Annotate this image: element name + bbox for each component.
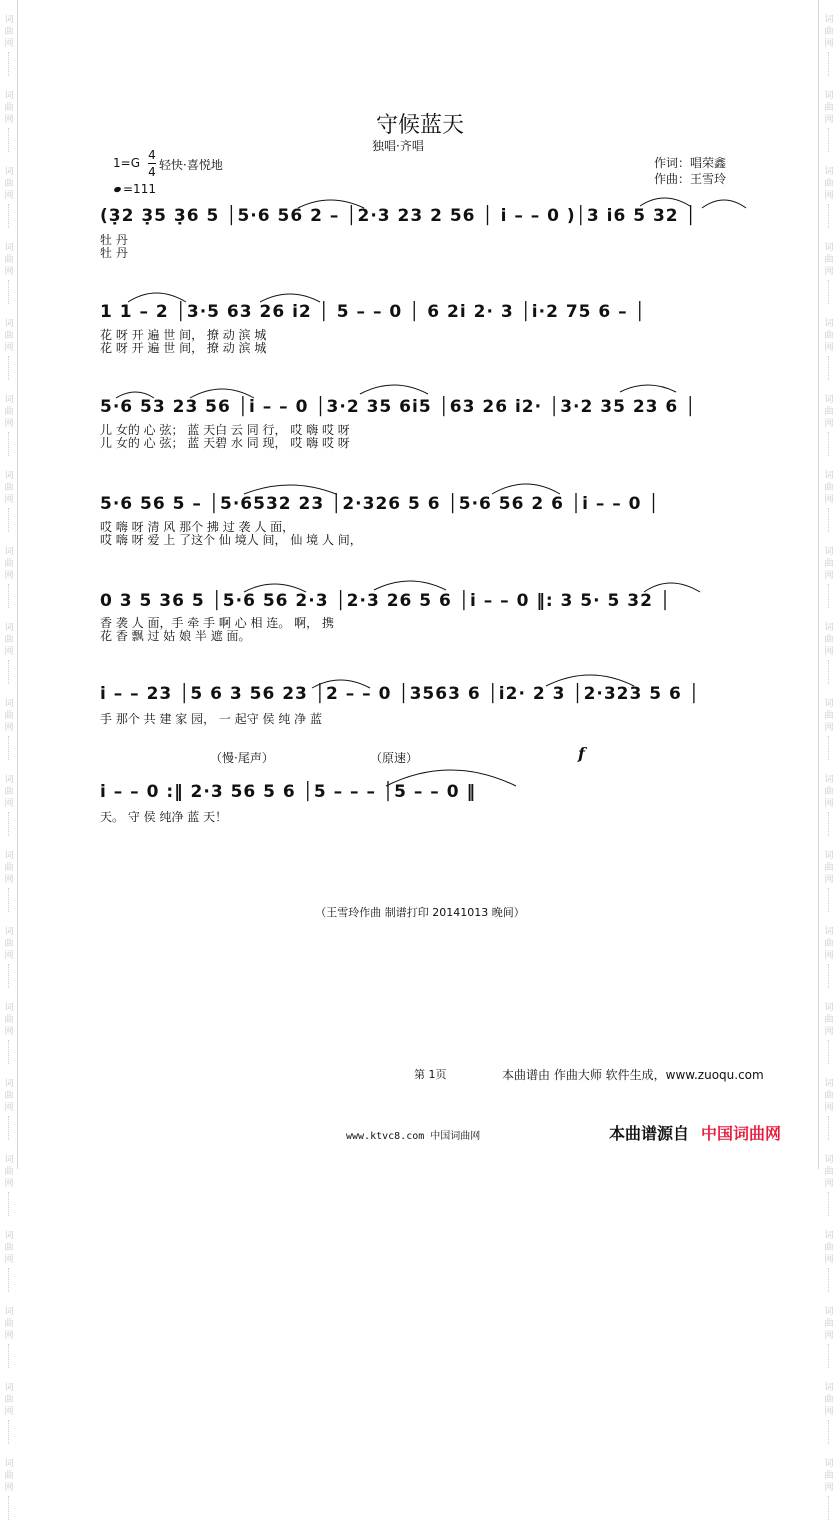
page-number: 第 1页 xyxy=(414,1068,447,1081)
tempo-description: 轻快·喜悦地 xyxy=(159,158,223,172)
dynamic-marking: f xyxy=(578,744,585,763)
lyric-line-2: 儿 女的 心 弦； 蓝 天碧 水 同 现， 哎 嗨 哎 呀 xyxy=(100,436,350,450)
slur xyxy=(116,392,154,398)
slur xyxy=(190,389,254,398)
song-title: 守候蓝天 xyxy=(375,113,464,138)
bpm-value: =111 xyxy=(123,182,156,196)
section-annotation-coda: （慢·尾声） xyxy=(210,751,274,765)
lyric-line-2: 哎 嗨 呀 爱 上 了这个 仙 境人 间， 仙 境 人 间， xyxy=(100,533,362,547)
right-watermark-strip: 词 曲 网 词 曲 网 词 曲 网 词 曲 网 词 曲 网 词 曲 网 词 曲 网 词 曲 网 词 曲 网 词 曲 网 词 曲 网 词 曲 网 词 曲 网 词 曲 网 词 曲 网 词 曲 网 词 曲 网 词 曲 网 词 曲 网 词 曲 网 xyxy=(822,0,836,1169)
source-credit xyxy=(609,1121,781,1144)
slur xyxy=(128,293,186,302)
lyric-line-1: 儿 女的 心 弦； 蓝 天白 云 同 行， 哎 嗨 哎 呀 xyxy=(100,423,350,437)
notation-line: 5·6 56 5 – │5·6532 23 │2·326 5 6 │5·6 56 2 6 │i – – 0 │ xyxy=(100,494,660,514)
song-subtitle: 独唱·齐唱 xyxy=(372,139,424,153)
notation-line: 0 3 5 36 5 │5·6 56 2·3 │2·3 26 5 6 │i – – 0 ‖: 3 5· 5 32 │ xyxy=(100,591,672,611)
lyric-line-1: 牡 丹 xyxy=(100,233,128,247)
lyric-line-1: 香 袭 人 面，手 牵 手 啊 心 相 连。 啊， 携 xyxy=(100,616,334,630)
notation-line: 1 1 – 2 │3·5 63 26 i2 │ 5 – – 0 │ 6 2i 2· 3 │i·2 75 6 – │ xyxy=(100,302,646,322)
slur xyxy=(360,385,428,394)
slur xyxy=(298,200,364,208)
notation-line: 5·6 53 23 56 │i – – 0 │3·2 35 6i5 │63 26 i2· │3·2 35 23 6 │ xyxy=(100,397,697,417)
slur xyxy=(312,680,370,688)
slur xyxy=(244,485,336,494)
notation-line: i – – 23 │5 6 3 56 23 │2 – – 0 │3563 6 │i2· 2 3 │2·323 5 6 │ xyxy=(100,684,700,704)
slur xyxy=(620,385,676,392)
lyric-line-2: 牡 丹 xyxy=(100,246,128,260)
key-signature: 1=G xyxy=(113,156,140,170)
composer-credit: 作曲：王雪玲 xyxy=(654,172,727,186)
lyricist-credit: 作词：唱荣鑫 xyxy=(654,156,727,170)
slur xyxy=(640,198,690,206)
lyric-line-1: 哎 嗨 呀 清 风 那个 拂 过 袭 人 面， xyxy=(100,520,295,534)
slur xyxy=(244,584,306,592)
source-name-link[interactable]: 中国词曲网 xyxy=(701,1124,782,1143)
section-annotation-tempo: （原速） xyxy=(370,751,419,765)
slur xyxy=(260,294,320,302)
slur xyxy=(374,581,446,590)
lyric-line-2: 花 呀 开 遍 世 间， 撩 动 滨 城 xyxy=(100,341,267,355)
left-watermark-strip: 词 曲 网 词 曲 网 词 曲 网 词 曲 网 词 曲 网 词 曲 网 词 曲 网 词 曲 网 词 曲 网 词 曲 网 词 曲 网 词 曲 网 词 曲 网 词 曲 网 词 曲 网 词 曲 网 词 曲 网 词 曲 网 词 曲 网 词 曲 网 xyxy=(2,0,16,1169)
time-signature-bottom: 4 xyxy=(148,165,156,179)
slur xyxy=(702,200,746,208)
notation-line: i – – 0 :‖ 2·3 56 5 6 │5 – – – │5 – – 0 ‖ xyxy=(100,782,476,802)
source-label: 本曲谱源自 xyxy=(609,1124,690,1143)
lyric-line-1: 花 呀 开 遍 世 间， 撩 动 滨 城 xyxy=(100,328,267,342)
lyric-line-2: 花 香 飘 过 姑 娘 半 遮 面。 xyxy=(100,629,251,643)
slur xyxy=(546,675,634,686)
slur xyxy=(386,770,516,786)
slur xyxy=(492,484,560,494)
lyric-line-1: 手 那个 共 建 家 园， 一 起守 侯 纯 净 蓝 xyxy=(100,712,322,726)
lyric-line-1: 天。 守 侯 纯净 蓝 天！ xyxy=(100,810,228,824)
generator-credit: 本曲谱由 作曲大师 软件生成，www.zuoqu.com xyxy=(502,1068,764,1082)
print-note: （王雪玲作曲 制谱打印 20141013 晚间） xyxy=(315,906,525,919)
site-credit: www.ktvc8.com 中国词曲网 xyxy=(346,1131,481,1142)
notation-line: (3̣2 3̣5 3̣6 5 │5·6 56 2 – │2·3 23 2 56 │ i – – 0 )│3 i6 5 32 │ xyxy=(100,206,697,226)
slur xyxy=(644,583,700,592)
time-signature-top: 4 xyxy=(148,148,156,162)
